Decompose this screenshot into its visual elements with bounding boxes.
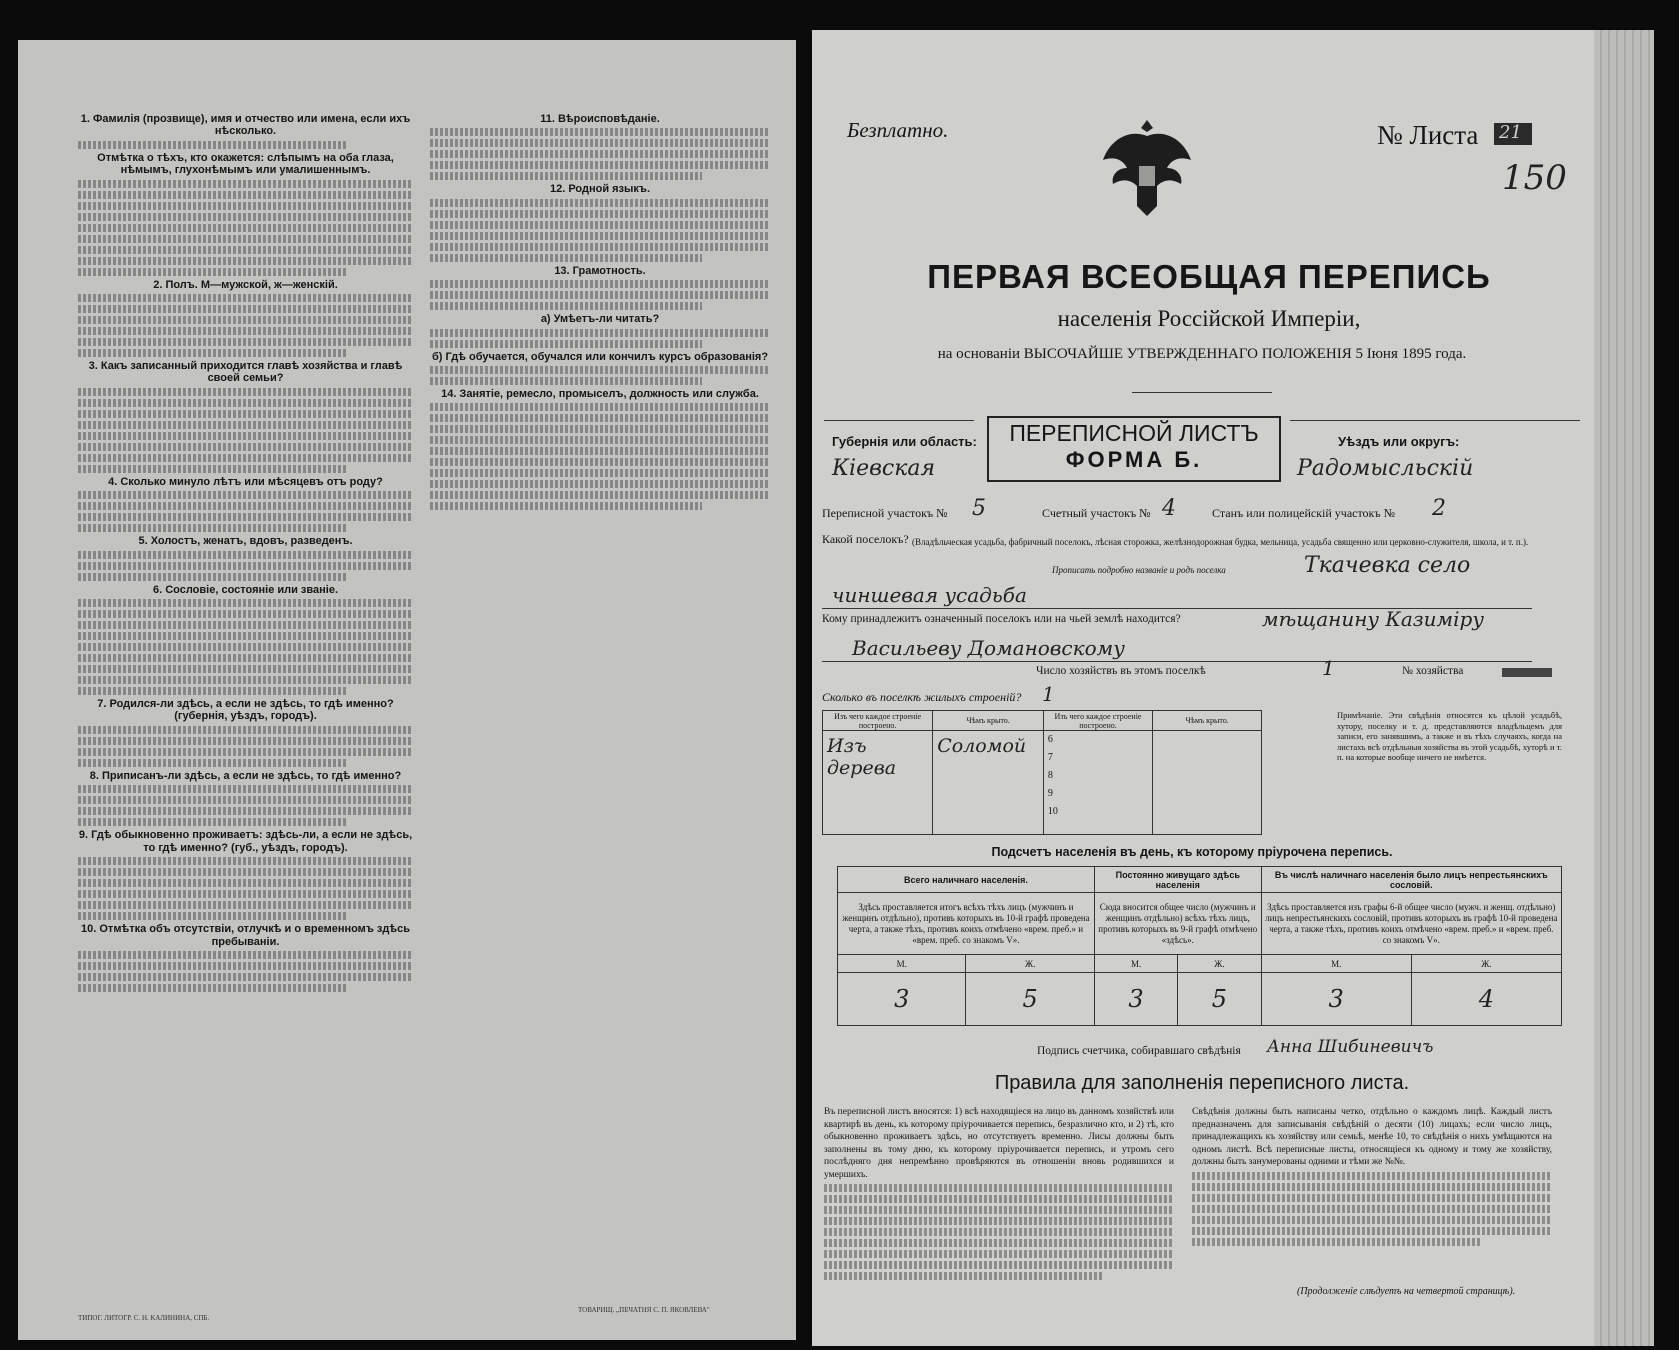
- illegible-text-line: [430, 436, 770, 444]
- illegible-text-line: [78, 621, 413, 629]
- household-number-redacted: [1502, 668, 1552, 677]
- illegible-text-line: [78, 388, 413, 396]
- section-heading: 10. Отмѣтка объ отсутствіи, отлучкѣ и о временномъ здѣсь пребываніи.: [81, 923, 410, 948]
- right-page: [812, 30, 1654, 1346]
- illegible-text-line: [78, 524, 346, 532]
- illegible-text-line: [78, 665, 413, 673]
- illegible-text-line: [78, 294, 413, 302]
- right-footer-imprint: ТОВАРИЩ. „ПЕЧАТНЯ С. П. ЯКОВЛЕВА": [578, 1306, 710, 1314]
- illegible-text-line: [78, 818, 346, 826]
- illegible-text-line: [430, 329, 770, 337]
- buildings-value: 1: [1042, 682, 1055, 706]
- illegible-text-line: [430, 340, 702, 348]
- settlement-note-2: Прописать подробно названіе и родъ поселка: [1052, 565, 1226, 575]
- section-heading: 12. Родной языкъ.: [549, 183, 650, 196]
- illegible-text-line: [430, 366, 770, 374]
- illegible-text-line: [78, 191, 413, 199]
- illegible-text-line: [78, 421, 413, 429]
- household-number-label: № хозяйства: [1402, 665, 1464, 677]
- count-total-male: 3: [838, 973, 966, 1026]
- illegible-text-line: [78, 868, 413, 876]
- form-title: ПЕРЕПИСНОЙ ЛИСТЪ: [1009, 420, 1259, 446]
- building-row-number: 7: [1047, 752, 1053, 763]
- material-header-2: Изъ чего каждое строеніе построено.: [1043, 711, 1152, 731]
- illegible-text-line: [78, 687, 346, 695]
- illegible-text-line: [78, 807, 413, 815]
- illegible-text-line: [78, 643, 413, 651]
- illegible-text-line: [430, 480, 770, 488]
- section-heading: 14. Занятіе, ремесло, промыселъ, должность или служба.: [441, 388, 759, 401]
- illegible-text-line: [78, 737, 413, 745]
- uezd-label: Уѣздъ или округъ:: [1338, 434, 1460, 449]
- coat-of-arms-emblem: [1087, 108, 1207, 228]
- rules-left-paragraph: Въ переписной листъ вносятся: 1) всѣ находящіеся на лицо въ данномъ хозяйствѣ или квартирѣ въ день, къ которому пріурочивается перепись, безразлично кто, и 2) тѣ, кто обыкновенно проживаетъ здѣсь, но отсутствуетъ временно. Лисы должны быть заполнены въ тому дню, къ которому пріурочивается перепись, и утромъ сего послѣдняго дня непремѣнно провѣряются въ отношеніи вновь родившихся и умершихъ.: [824, 1107, 1174, 1180]
- left-page: [18, 40, 796, 1340]
- buildings-label: Сколько въ поселкѣ жилыхъ строеній?: [822, 690, 1022, 704]
- rules-right-text: [1192, 1106, 1552, 1249]
- section-heading: 11. Вѣроисповѣданіе.: [540, 113, 660, 125]
- illegible-text-line: [430, 199, 770, 207]
- illegible-text-line: [78, 432, 413, 440]
- illegible-text-line: [78, 268, 346, 276]
- illegible-text-line: [78, 202, 413, 210]
- section-heading: 7. Родился-ли здѣсь, а если не здѣсь, то гдѣ именно? (губернія, уѣздъ, городъ).: [97, 698, 394, 723]
- section-heading: 6. Сословіе, состояніе или званіе.: [152, 583, 339, 596]
- settlement-label: Какой поселокъ?: [822, 532, 909, 546]
- sheet-number-value: 21: [1499, 122, 1522, 143]
- illegible-text-line: [78, 246, 413, 254]
- resident-population-note: Сюда вносится общее число (мужчинъ и женщинъ отдѣльно) всѣхъ тѣхъ лицъ, противъ которыхъ въ 9-й графѣ отмѣчено «здѣсь».: [1094, 893, 1261, 955]
- illegible-text-line: [78, 454, 413, 462]
- illegible-text-line: [78, 235, 413, 243]
- settlement-note: (Владѣльческая усадьба, фабричный поселокъ, лѣсная сторожка, желѣзнодорожная будка, мельница, усадьба священно или церковно-служителя, школа, и т. п.).: [912, 537, 1529, 547]
- illegible-text-line: [78, 951, 413, 959]
- illegible-text-line: [430, 377, 702, 385]
- illegible-text-line: [78, 349, 346, 357]
- count-resident-male: 3: [1094, 973, 1177, 1026]
- illegible-text-line: [78, 305, 413, 313]
- building-roof-value: Соломой: [937, 735, 1027, 757]
- illegible-text-line: [78, 676, 413, 684]
- illegible-text-line: [78, 141, 346, 149]
- continued-note: (Продолженіе слѣдуетъ на четвертой страницѣ).: [1297, 1286, 1516, 1297]
- governorate-value: Кіевская: [832, 456, 936, 481]
- illegible-text-line: [430, 291, 770, 299]
- district-value: 5: [972, 496, 986, 521]
- count-district-label: Счетный участокъ №: [1042, 506, 1151, 520]
- illegible-text-line: [78, 785, 413, 793]
- illegible-text-line: [78, 502, 413, 510]
- illegible-text-line: [78, 562, 413, 570]
- count-nonpeasant-female: 4: [1411, 973, 1561, 1026]
- illegible-text-line: [78, 327, 413, 335]
- population-count-table: [837, 866, 1562, 1026]
- left-column-b: [430, 110, 770, 513]
- building-row-number: 8: [1047, 770, 1053, 781]
- census-basis-text: на основаніи ВЫСОЧАЙШЕ УТВЕРЖДЕННАГО ПОЛОЖЕНІЯ 5 Іюня 1895 года.: [937, 346, 1467, 362]
- section-heading: Отмѣтка о тѣхъ, кто окажется: слѣпымъ на оба глаза, нѣмымъ, глухонѣмымъ или умалишеннымъ.: [97, 151, 394, 177]
- section-heading: 9. Гдѣ обыкновенно проживаетъ: здѣсь-ли, а если не здѣсь, то гдѣ именно? (губ., уѣздъ, городъ).: [78, 829, 413, 854]
- illegible-text-line: [430, 502, 702, 510]
- governorate-label: Губернія или область:: [832, 434, 977, 449]
- rules-title: Правила для заполненія переписного листа.: [994, 1072, 1410, 1094]
- illegible-text-line: [430, 128, 770, 136]
- total-population-note: Здѣсь проставляется итогъ всѣхъ тѣхъ лицъ (мужчинъ и женщинъ отдѣльно), противъ которыхъ въ 10-й графѣ проведена черта, а также тѣхъ, противъ коихъ отмѣчено «врем. преб.» и «врем. преб. со знакомъ V».: [838, 893, 1095, 955]
- illegible-text-line: [430, 403, 770, 411]
- female-header: Ж.: [1178, 955, 1261, 973]
- illegible-text-line: [430, 139, 770, 147]
- households-label: Число хозяйствъ въ этомъ поселкѣ: [1036, 665, 1206, 677]
- illegible-text-line: [430, 447, 770, 455]
- illegible-text-line: [78, 654, 413, 662]
- resident-population-header: Постоянно живущаго здѣсь населенія: [1094, 867, 1261, 893]
- section-heading: а) Умѣетъ-ли читать?: [540, 313, 660, 326]
- section-heading: б) Гдѣ обучается, обучался или кончилъ курсъ образованія?: [431, 350, 769, 363]
- section-heading: 5. Холостъ, женатъ, вдовъ, разведенъ.: [138, 535, 353, 548]
- free-label: Безплатно.: [847, 118, 949, 142]
- owner-value-2: Васильеву Домановскому: [852, 636, 1125, 660]
- illegible-text-line: [78, 901, 413, 909]
- building-row-number: 6: [1047, 734, 1053, 745]
- total-population-header: Всего наличнаго населенія.: [838, 867, 1095, 893]
- form-title-box: [987, 416, 1281, 482]
- illegible-text-line: [78, 890, 413, 898]
- sheet-number-label: № Листа: [1377, 120, 1479, 150]
- building-material-value: Изъ дерева: [827, 735, 897, 779]
- illegible-text-line: [78, 257, 413, 265]
- district-label: Переписной участокъ №: [822, 506, 948, 520]
- left-column-a: [78, 110, 413, 995]
- illegible-text-line: [78, 879, 413, 887]
- illegible-text-line: [430, 161, 770, 169]
- illegible-text-line: [78, 491, 413, 499]
- buildings-note: Примѣчаніе. Эти свѣдѣнія относятся къ цѣлой усадьбѣ, хутору, поселку и т. д. представляются владѣльцемъ для записи, его занявшимъ, а также и въ тѣхъ случаяхъ, когда на листахъ всѣ отдѣльныя хозяйства въ этой усадьбѣ, хуторѣ и т. п. на которые вообще ничего не имѣется.: [1337, 710, 1562, 762]
- title-divider: [1132, 392, 1272, 393]
- illegible-text-line: [430, 150, 770, 158]
- illegible-text-line: [430, 425, 770, 433]
- illegible-text-line: [78, 410, 413, 418]
- roof-header: Чѣмъ крыто.: [933, 711, 1044, 731]
- section-heading: 4. Сколько минуло лѣтъ или мѣсяцевъ отъ роду?: [108, 475, 383, 488]
- illegible-text-line: [430, 414, 770, 422]
- settlement-value-1: Ткачевка село: [1304, 553, 1471, 578]
- illegible-text-line: [78, 213, 413, 221]
- illegible-text-line: [430, 221, 770, 229]
- male-header: М.: [1094, 955, 1177, 973]
- stan-value: 2: [1432, 496, 1446, 521]
- male-header: М.: [1261, 955, 1411, 973]
- illegible-text-line: [78, 973, 413, 981]
- illegible-text-line: [78, 224, 413, 232]
- rules-right-paragraph: Свѣдѣнія должны быть написаны четко, отдѣльно о каждомъ лицѣ. Каждый листъ предназначенъ для записыванія свѣдѣній о десяти (10) лицахъ; если число лицъ, принадлежащихъ къ хозяйству или семьѣ, менѣе 10, то свѣдѣнія о нихъ умѣщаются на одномъ листѣ. Всѣ переписные листы, относящіеся къ одному и тому же хозяйству, должны быть занумерованы одними и тѣми же №№.: [1192, 1107, 1552, 1167]
- left-footer-imprint: ТИПОГ. ЛИТОГР. С. Н. КАЛИНИНА, СПБ.: [78, 1314, 210, 1322]
- illegible-text-line: [430, 254, 702, 262]
- rules-left-text: [824, 1106, 1174, 1283]
- illegible-text-line: [78, 962, 413, 970]
- illegible-text-line: [78, 599, 413, 607]
- illegible-text-line: [78, 316, 413, 324]
- illegible-text-line: [78, 465, 346, 473]
- illegible-text-line: [78, 338, 413, 346]
- illegible-text-line: [78, 573, 346, 581]
- illegible-text-line: [430, 243, 770, 251]
- section-heading: 1. Фамилія (прозвище), имя и отчество или имена, если ихъ нѣсколько.: [80, 113, 411, 138]
- households-value: 1: [1322, 656, 1335, 680]
- illegible-text-line: [78, 796, 413, 804]
- form-letter: ФОРМА Б.: [1065, 447, 1203, 472]
- illegible-text-line: [430, 210, 770, 218]
- illegible-text-line: [78, 748, 413, 756]
- signature-value: Анна Шибиневичъ: [1267, 1037, 1434, 1057]
- illegible-text-line: [430, 280, 770, 288]
- illegible-text-line: [78, 610, 413, 618]
- count-nonpeasant-male: 3: [1261, 973, 1411, 1026]
- female-header: Ж.: [966, 955, 1094, 973]
- census-subtitle: населенія Россійской Имперіи,: [1057, 306, 1361, 331]
- illegible-text-line: [78, 857, 413, 865]
- illegible-text-line: [78, 513, 413, 521]
- illegible-text-line: [430, 172, 702, 180]
- female-header: Ж.: [1411, 955, 1561, 973]
- buildings-table: [822, 710, 1262, 835]
- signature-label: Подпись счетчика, собиравшаго свѣдѣнія: [1037, 1045, 1241, 1057]
- illegible-text-line: [78, 984, 346, 992]
- building-row-number: 9: [1047, 788, 1053, 799]
- section-heading: 3. Какъ записанный приходится главѣ хозяйства и главѣ своей семьи?: [88, 360, 403, 385]
- owner-value-1: мѣщанину Казиміру: [1262, 607, 1484, 631]
- illegible-text-line: [78, 726, 413, 734]
- population-count-title: Подсчетъ населенія въ день, къ которому пріурочена перепись.: [991, 845, 1393, 859]
- stacked-pages-edge: [1594, 30, 1654, 1346]
- non-peasant-note: Здѣсь проставляется изъ графы 6-й общее число (мужч. и женщ. отдѣльно) лицъ непрестьянскихъ сословій, противъ которыхъ въ графѣ 10-й проведена черта, а также тѣхъ, противъ коихъ отмѣчено «врем. преб.» и «врем. преб. со знакомъ V».: [1261, 893, 1561, 955]
- section-heading: 8. Приписанъ-ли здѣсь, а если не здѣсь, то гдѣ именно?: [89, 769, 402, 782]
- illegible-text-line: [78, 912, 346, 920]
- non-peasant-header: Въ числѣ наличнаго населенія было лицъ непрестьянскихъ сословій.: [1261, 867, 1561, 893]
- count-total-female: 5: [966, 973, 1094, 1026]
- building-row-number: 10: [1047, 806, 1058, 817]
- stan-label: Станъ или полицейскій участокъ №: [1212, 506, 1396, 520]
- roof-header-2: Чѣмъ крыто.: [1153, 711, 1262, 731]
- illegible-text-line: [430, 302, 702, 310]
- illegible-text-line: [430, 469, 770, 477]
- illegible-text-line: [78, 551, 413, 559]
- illegible-text-line: [78, 759, 346, 767]
- uezd-value: Радомысльскій: [1297, 456, 1474, 481]
- settlement-value-2: чиншевая усадьба: [832, 583, 1027, 607]
- illegible-text-line: [430, 232, 770, 240]
- illegible-text-line: [78, 632, 413, 640]
- census-title: ПЕРВАЯ ВСЕОБЩАЯ ПЕРЕПИСЬ: [927, 258, 1491, 295]
- count-district-value: 4: [1162, 496, 1176, 521]
- illegible-text-line: [430, 491, 770, 499]
- material-header: Изъ чего каждое строеніе построено.: [823, 711, 933, 731]
- count-resident-female: 5: [1178, 973, 1261, 1026]
- illegible-text-line: [78, 399, 413, 407]
- illegible-text-line: [430, 458, 770, 466]
- illegible-text-line: [78, 443, 413, 451]
- illegible-text-line: [78, 180, 413, 188]
- section-heading: 2. Полъ. М—мужской, ж—женскій.: [153, 278, 338, 291]
- owner-label: Кому принадлежитъ означенный поселокъ или на чьей землѣ находится?: [822, 613, 1181, 625]
- male-header: М.: [838, 955, 966, 973]
- section-heading: 13. Грамотность.: [554, 264, 646, 277]
- handwritten-sheet-count: 150: [1502, 158, 1567, 198]
